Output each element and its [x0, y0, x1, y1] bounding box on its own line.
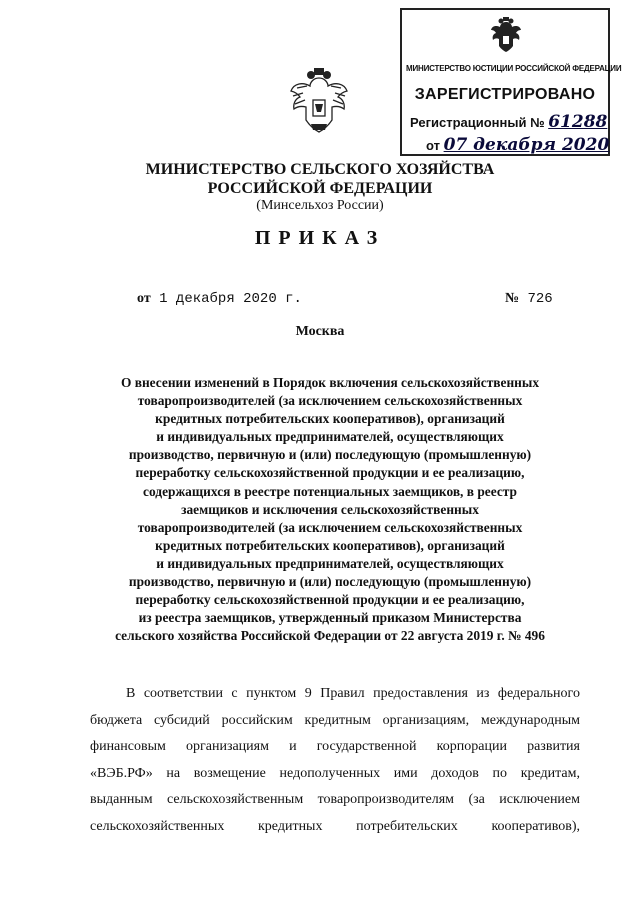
subject-line: сельского хозяйства Российской Федерации от 22 августа 2019 г. № 496: [115, 628, 545, 644]
body-word: финансовым: [90, 739, 166, 754]
subject-line: кредитных потребительских кооперативов), организаций: [155, 537, 505, 553]
body-word: бюджета: [90, 712, 143, 728]
body-word: кооперативов),: [491, 818, 580, 834]
body-word: и: [289, 739, 297, 754]
subject-line: заемщиков и исключения сельскохозяйственных: [181, 501, 479, 517]
stamp-date-label: от: [426, 138, 440, 153]
body-word: 9: [304, 686, 312, 701]
body-word: доходов: [431, 765, 479, 781]
subject-line: и индивидуальных предпринимателей, осуществляющих: [156, 555, 504, 571]
ministry-line: МИНИСТЕРСТВО СЕЛЬСКОГО ХОЗЯЙСТВА: [145, 161, 495, 178]
coat-of-arms-icon: [488, 16, 524, 56]
body-word: кредитам,: [520, 765, 580, 781]
stamp-date-value: 07 декабря 2020: [443, 135, 610, 155]
body-word: с: [231, 686, 238, 701]
subject-line: товаропроизводителей (за исключением сельскохозяйственных: [137, 393, 523, 409]
body-word: организациям,: [382, 712, 470, 728]
body-word: Правил: [320, 686, 365, 701]
stamp-ministry-name: МИНИСТЕРСТВО ЮСТИЦИИ РОССИЙСКОЙ ФЕДЕРАЦИИ: [406, 64, 622, 73]
stamp-registration-line: [410, 112, 607, 132]
body-word: субсидий: [154, 712, 210, 728]
body-word: на: [166, 765, 181, 781]
body-word: корпорации: [436, 739, 507, 754]
body-word: В: [126, 686, 136, 701]
body-line: [90, 708, 580, 735]
ministry-line: РОССИЙСКОЙ ФЕДЕРАЦИИ: [207, 180, 433, 197]
order-number: [505, 291, 553, 307]
body-word: недополученных: [279, 765, 381, 781]
stamp-reg-label: Регистрационный №: [410, 115, 545, 130]
body-line: [90, 814, 580, 841]
body-word: (за: [468, 792, 485, 807]
order-date-value: 1 декабря 2020 г.: [159, 291, 302, 307]
order-date-prefix: от: [137, 291, 151, 306]
body-word: по: [492, 765, 508, 781]
subject-line: производство, первичную и (или) последующую (промышленную): [128, 447, 532, 463]
body-word: потребительских: [356, 818, 458, 834]
body-word: государственной: [316, 739, 417, 754]
coat-of-arms-icon: [285, 66, 353, 138]
body-word: пунктом: [246, 686, 297, 701]
order-city: Москва: [295, 324, 345, 339]
order-number-prefix: №: [505, 291, 520, 306]
subject-line: и индивидуальных предпринимателей, осуществляющих: [156, 429, 504, 445]
stamp-date-line: [426, 135, 609, 155]
body-word: международным: [480, 712, 580, 728]
body-word: российским: [221, 712, 293, 728]
body-word: соответствии: [143, 686, 223, 701]
subject-line: переработку сельскохозяйственной продукции и ее реализацию,: [135, 592, 525, 608]
registration-stamp: [400, 8, 622, 156]
subject-line: О внесении изменений в Порядок включения сельскохозяйственных: [120, 375, 540, 390]
stamp-registered-label: ЗАРЕГИСТРИРОВАНО: [414, 86, 596, 103]
order-number-value: 726: [527, 291, 553, 307]
body-word: организациям: [186, 739, 269, 754]
body-word: возмещение: [193, 765, 266, 781]
body-word: кредитным: [304, 712, 371, 728]
body-paragraph: [90, 681, 580, 840]
body-word: из: [476, 686, 490, 701]
order-date: [137, 291, 302, 307]
body-word: сельскохозяйственным: [167, 792, 304, 807]
ministry-name: [0, 160, 640, 198]
body-word: сельскохозяйственных: [90, 818, 225, 834]
body-word: исключением: [499, 792, 580, 807]
subject-line: переработку сельскохозяйственной продукции и ее реализацию,: [135, 465, 525, 481]
stamp-reg-number: 61288: [548, 112, 608, 132]
body-word: кредитных: [258, 818, 323, 834]
document-type-title: ПРИКАЗ: [254, 227, 386, 249]
subject-line: содержащихся в реестре потенциальных заемщиков, в реестр: [143, 483, 517, 499]
subject-line: из реестра заемщиков, утвержденный приказом Министерства: [138, 610, 522, 626]
subject-line: производство, первичную и (или) последующую (промышленную): [128, 574, 532, 590]
body-word: ими: [393, 765, 418, 781]
ministry-short-name: (Минсельхоз России): [256, 198, 384, 213]
body-word: предоставления: [373, 686, 468, 701]
body-word: «ВЭБ.РФ»: [90, 765, 153, 781]
body-line: [90, 681, 580, 708]
subject-line: кредитных потребительских кооперативов), организаций: [155, 411, 505, 427]
body-line: [90, 761, 580, 788]
body-word: товаропроизводителям: [317, 792, 455, 807]
body-line: [90, 734, 580, 761]
body-line: [90, 787, 580, 814]
body-word: выданным: [90, 792, 153, 807]
subject-line: товаропроизводителей (за исключением сельскохозяйственных: [137, 519, 523, 535]
body-word: федерального: [497, 686, 580, 701]
order-subject: [70, 374, 590, 645]
body-word: развития: [527, 739, 580, 754]
